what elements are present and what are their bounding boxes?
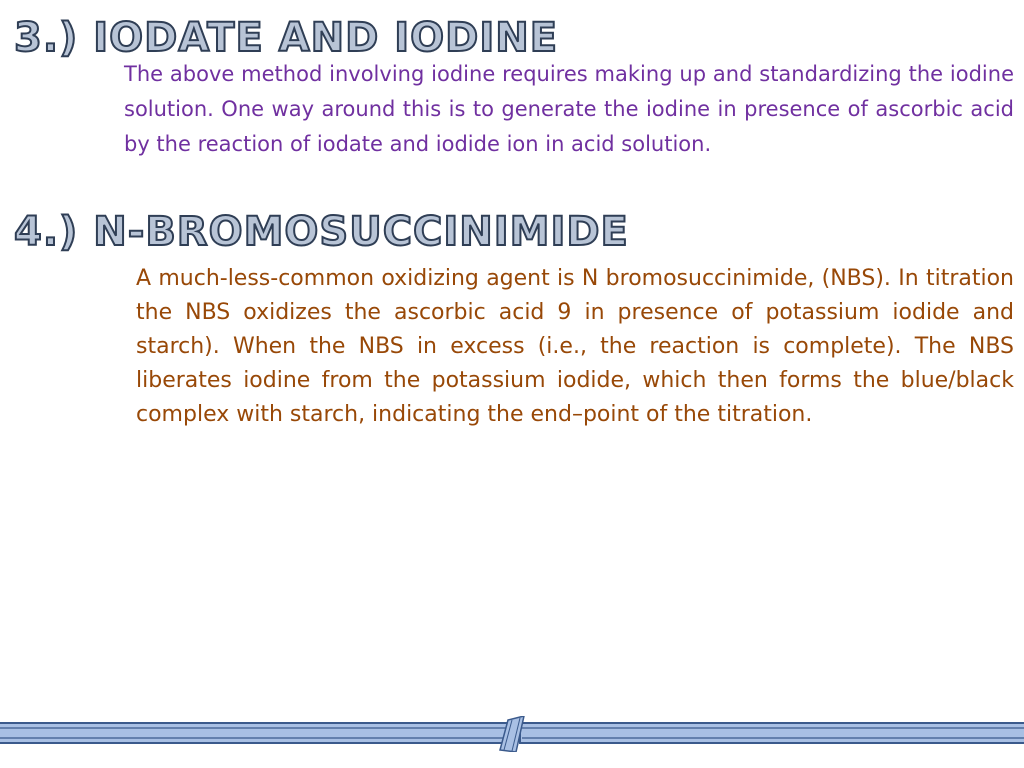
section-4-heading: 4.) N-BROMOSUCCINIMIDE bbox=[14, 209, 629, 255]
section-4-paragraph: A much-less-common oxidizing agent is N bromosuccinimide, (NBS). In titration the NBS oxidizes the ascorbic acid 9 in presence of potassium iodide and starch). When the NBS in excess (i.e., the reaction is complete). The NBS liberates iodine from the potassium iodide, which then forms the blue/black complex with starch, indicating the end–point of the titration. bbox=[136, 266, 1014, 427]
section-3-heading: 3.) IODATE AND IODINE bbox=[14, 15, 559, 61]
section-3-paragraph: The above method involving iodine requires making up and standardizing the iodine solution. One way around this is to generate the iodine in presence of ascorbic acid by the reaction of iodate and iodide ion in acid solution. bbox=[124, 62, 1014, 156]
footer-decorative-bar bbox=[0, 716, 1024, 752]
footer-bar-left bbox=[0, 723, 508, 743]
footer-bar-right bbox=[520, 723, 1024, 743]
